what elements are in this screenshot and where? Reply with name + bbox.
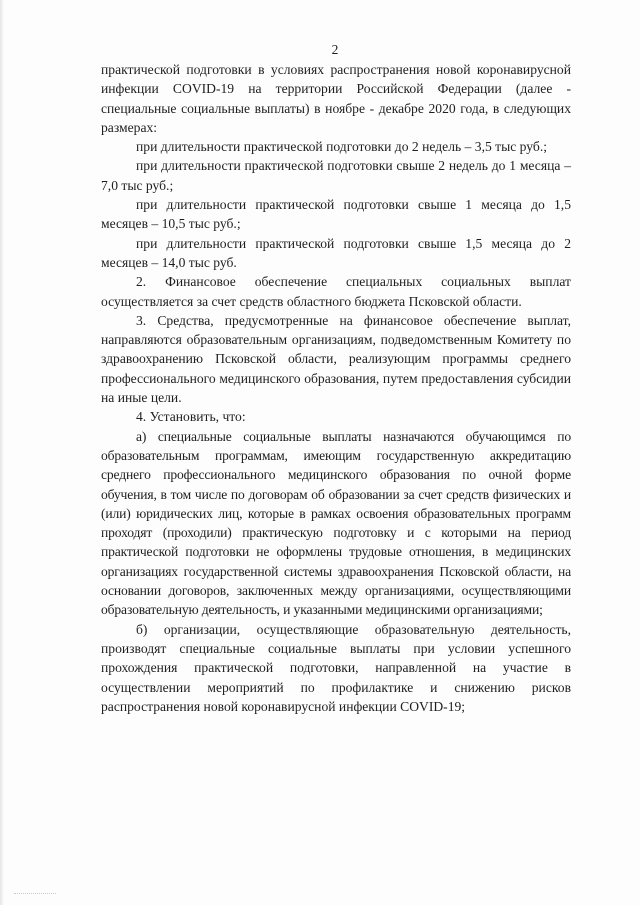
paragraph-clause-4: 4. Установить, что: bbox=[136, 409, 246, 425]
scan-edge-shadow bbox=[0, 0, 4, 905]
scan-artifact bbox=[14, 893, 56, 898]
paragraph-rate-4: при длительности практической подготовки свыше 1,5 месяца до 2 месяцев – 14,0 тыс руб. bbox=[101, 235, 571, 270]
paragraph-clause-4a: а) специальные социальные выплаты назначаются обучающимся по образовательным программам, имеющим государственную аккредитацию среднего профессионального медицинского образования по очной форме обучения, в том числе по договорам об образовании за счет средств физических и (или) юридических лиц, которые в рамках освоения образовательных программ проходят (проходили) практическую подготовку и с которыми на период практической подготовки не оформлены трудовые отношения, в медицинских организациях государственной системы здравоохранения Псковской области, на основании договоров, заключенных между организациями, осуществляющими образовательную деятельность, и указанными медицинскими организациями; bbox=[101, 428, 571, 618]
paragraph-clause-2: 2. Финансовое обеспечение специальных социальных выплат осуществляется за счет средств областного бюджета Псковской области. bbox=[101, 274, 571, 309]
paragraph-rate-2: при длительности практической подготовки свыше 2 недель до 1 месяца – 7,0 тыс руб.; bbox=[101, 158, 571, 193]
document-body bbox=[101, 60, 571, 716]
paragraph-clause-3: 3. Средства, предусмотренные на финансовое обеспечение выплат, направляются образовательным организациям, подведомственным Комитету по здравоохранению Псковской области, реализующим программы среднего профессионального медицинского образования, путем предоставления субсидии на иные цели. bbox=[101, 312, 571, 406]
page-number: 2 bbox=[331, 42, 339, 57]
paragraph-rate-3: при длительности практической подготовки свыше 1 месяца до 1,5 месяцев – 10,5 тыс руб.; bbox=[101, 197, 571, 232]
paragraph-clause-4b: б) организации, осуществляющие образовательную деятельность, производят специальные социальные выплаты при условии успешного прохождения практической подготовки, направленной на участие в осуществлении мероприятий по профилактике и снижению рисков распространения новой коронавирусной инфекции COVID-19; bbox=[101, 621, 571, 714]
paragraph-intro: практической подготовки в условиях распространения новой коронавирусной инфекции COVID-19 на территории Российской Федерации (далее - специальные социальные выплаты) в ноябре - декабре 2020 года, в следующих размерах: bbox=[101, 62, 571, 135]
paragraph-rate-1: при длительности практической подготовки до 2 недель – 3,5 тыс руб.; bbox=[136, 139, 547, 155]
